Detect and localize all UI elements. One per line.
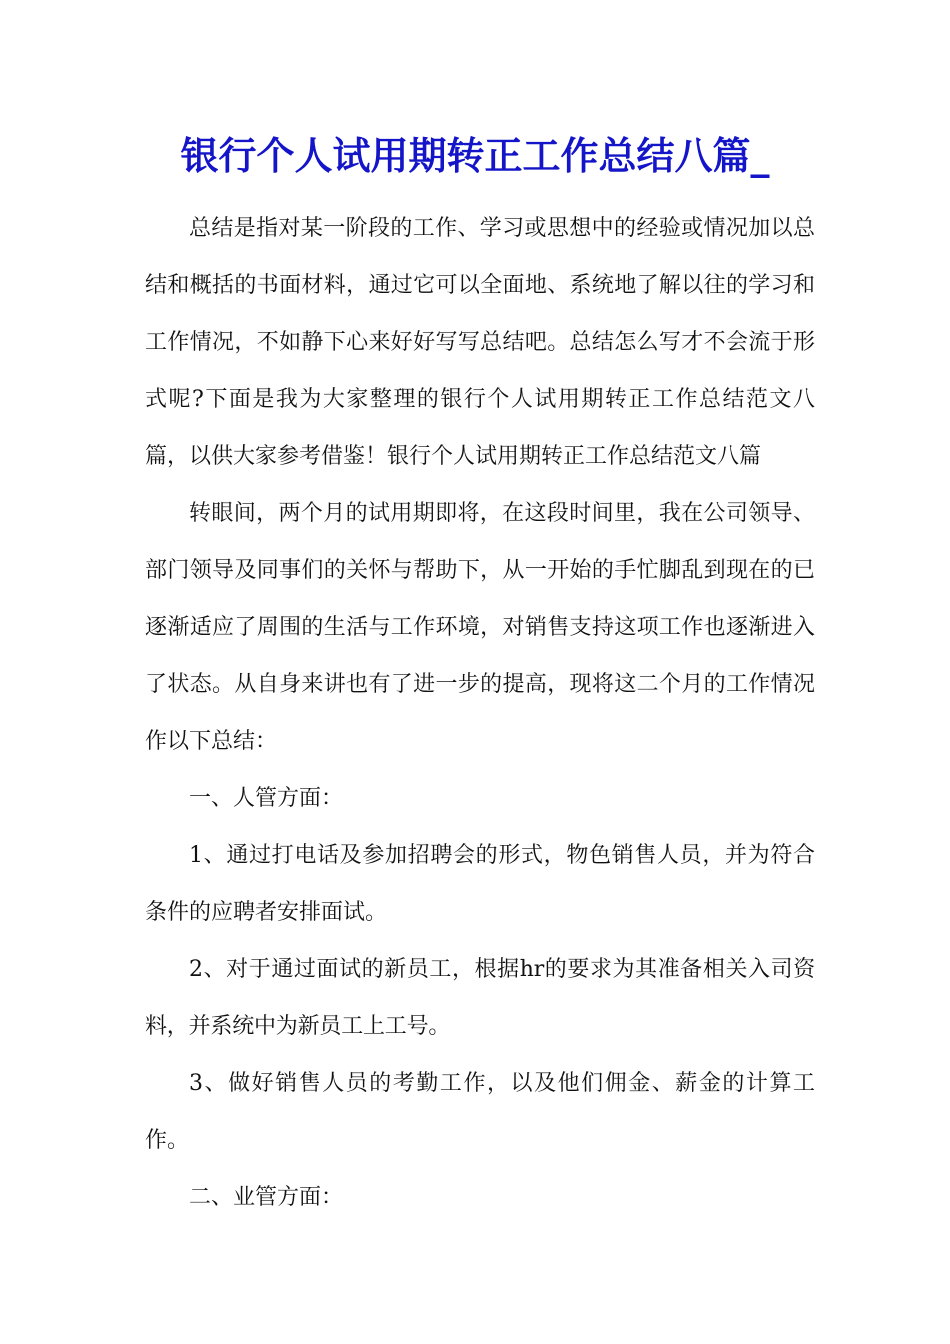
section-heading-personnel: 一、人管方面： — [189, 786, 344, 811]
section-heading-business: 二、业管方面： — [189, 1185, 344, 1210]
list-item-recruiting: 1、通过打电话及参加招聘会的形式，物色销售人员，并为符合条件的应聘者安排面试。 — [145, 843, 815, 925]
paragraph-review: 转眼间，两个月的试用期即将，在这段时间里，我在公司领导、部门领导及同事们的关怀与帮助下，从一开始的手忙脚乱到现在的已逐渐适应了周围的生活与工作环境，对销售支持这项工作也逐渐进入了状态。从自身来讲也有了进一步的提高，现将这二个月的工作情况作以下总结： — [145, 501, 815, 754]
paragraph-intro: 总结是指对某一阶段的工作、学习或思想中的经验或情况加以总结和概括的书面材料，通过它可以全面地、系统地了解以往的学习和工作情况，不如静下心来好好写写总结吧。总结怎么写才不会流于形式呢?下面是我为大家整理的银行个人试用期转正工作总结范文八篇，以供大家参考借鉴！银行个人试用期转正工作总结范文八篇 — [145, 216, 815, 469]
list-item-attendance: 3、做好销售人员的考勤工作，以及他们佣金、薪金的计算工作。 — [145, 1071, 815, 1153]
document-title: 银行个人试用期转正工作总结八篇_ — [180, 133, 770, 178]
list-item-onboarding: 2、对于通过面试的新员工，根据hr的要求为其准备相关入司资料，并系统中为新员工上工号。 — [145, 957, 815, 1039]
document-body — [145, 200, 815, 1226]
